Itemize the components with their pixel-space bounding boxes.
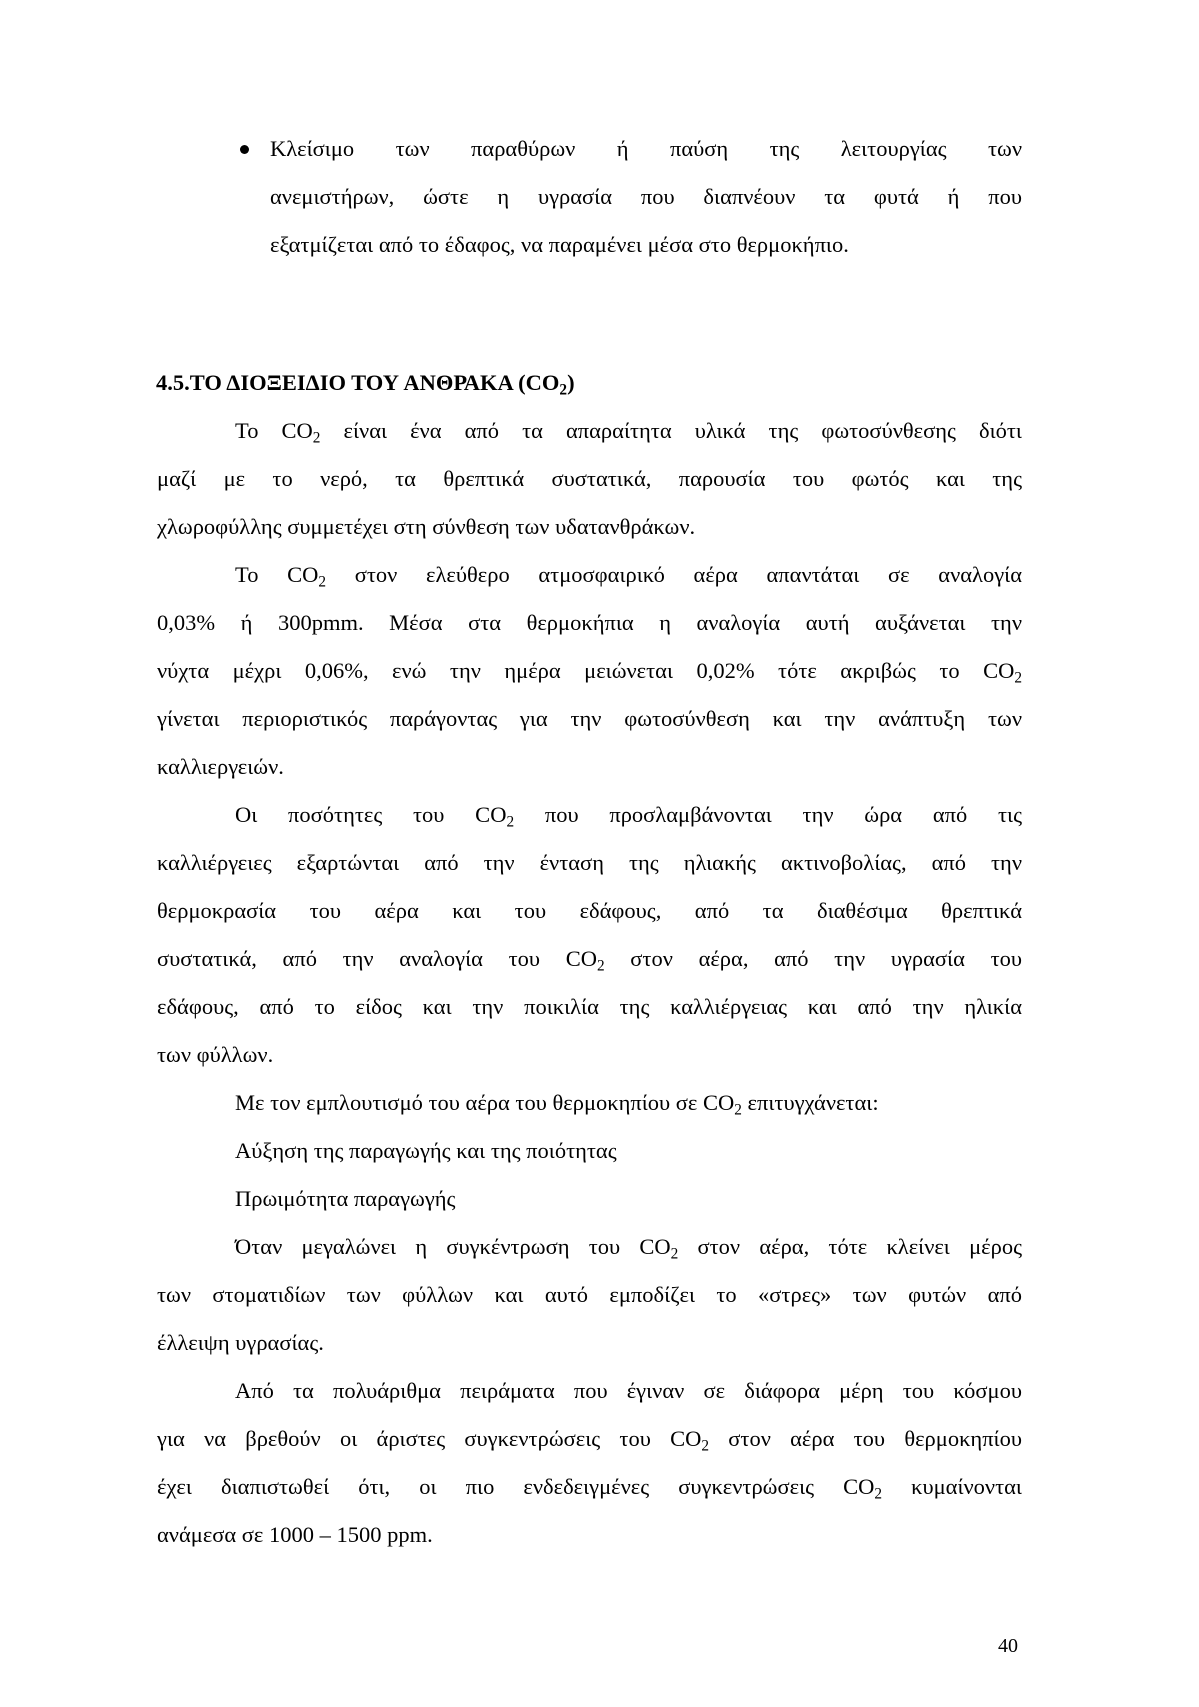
paragraph-line: νύχτα μέχρι 0,06%, ενώ την ημέρα μειώνεται 0,02% τότε ακριβώς το $CO_2$	[157, 658, 1022, 687]
paragraph-line: καλλιεργειών.	[157, 754, 284, 779]
paragraph-line: Αύξηση της παραγωγής και της ποιότητας	[235, 1138, 617, 1163]
paragraph-line: Το $CO_2$ στον ελεύθερο ατμοσφαιρικό αέρα απαντάται σε αναλογία	[235, 562, 1022, 591]
paragraph-line: των φύλλων.	[157, 1042, 274, 1067]
paragraph-line: Οι ποσότητες του $CO_2$ που προσλαμβάνονται την ώρα από τις	[235, 802, 1022, 831]
bullet-point	[240, 145, 249, 154]
paragraph-line: 0,03% ή 300pmm. Μέσα στα θερμοκήπια η αναλογία αυτή αυξάνεται την	[157, 610, 1022, 635]
section-heading: 4.5.ΤΟ ΔΙΟΞΕΙΔΙΟ ΤΟΥ ΑΝΘΡΑΚΑ $(CO_2)$	[156, 370, 575, 399]
page-number: 40	[998, 1635, 1018, 1657]
paragraph-line: Με τον εμπλουτισμό του αέρα του θερμοκηπίου σε $CO_2$ επιτυγχάνεται:	[235, 1090, 879, 1119]
paragraph-line: Πρωιμότητα παραγωγής	[235, 1186, 456, 1211]
bullet-line-1: Κλείσιμο των παραθύρων ή παύση της λειτουργίας των	[270, 136, 1022, 161]
paragraph-line: έχει διαπιστωθεί ότι, οι πιο ενδεδειγμένες συγκεντρώσεις $CO_2$ κυμαίνονται	[157, 1474, 1022, 1503]
paragraph-line: θερμοκρασία του αέρα και του εδάφους, από τα διαθέσιμα θρεπτικά	[157, 898, 1022, 923]
paragraph-line: μαζί με το νερό, τα θρεπτικά συστατικά, παρουσία του φωτός και της	[157, 466, 1022, 491]
paragraph-line: Από τα πολυάριθμα πειράματα που έγιναν σε διάφορα μέρη του κόσμου	[235, 1378, 1022, 1403]
paragraph-line: των στοματιδίων των φύλλων και αυτό εμποδίζει το «στρες» των φυτών από	[157, 1282, 1022, 1307]
paragraph-line: καλλιέργειες εξαρτώνται από την ένταση της ηλιακής ακτινοβολίας, από την	[157, 850, 1022, 875]
paragraph-line: συστατικά, από την αναλογία του $CO_2$ στον αέρα, από την υγρασία του	[157, 946, 1022, 975]
bullet-line-2: ανεμιστήρων, ώστε η υγρασία που διαπνέουν τα φυτά ή που	[270, 184, 1022, 209]
paragraph-line: Το $CO_2$ είναι ένα από τα απαραίτητα υλικά της φωτοσύνθεσης διότι	[235, 418, 1022, 447]
paragraph-line: ανάμεσα σε 1000 – 1500 ppm.	[157, 1522, 433, 1547]
bullet-line-3: εξατμίζεται από το έδαφος, να παραμένει μέσα στο θερμοκήπιο.	[270, 232, 849, 257]
paragraph-line: έλλειψη υγρασίας.	[157, 1330, 324, 1355]
paragraph-line: εδάφους, από το είδος και την ποικιλία της καλλιέργειας και από την ηλικία	[157, 994, 1022, 1019]
paragraph-line: για να βρεθούν οι άριστες συγκεντρώσεις του $CO_2$ στον αέρα του θερμοκηπίου	[157, 1426, 1022, 1455]
paragraph-line: γίνεται περιοριστικός παράγοντας για την φωτοσύνθεση και την ανάπτυξη των	[157, 706, 1022, 731]
paragraph-line: Όταν μεγαλώνει η συγκέντρωση του $CO_2$ στον αέρα, τότε κλείνει μέρος	[235, 1234, 1022, 1263]
paragraph-line: χλωροφύλλης συμμετέχει στη σύνθεση των υδατανθράκων.	[157, 514, 696, 539]
